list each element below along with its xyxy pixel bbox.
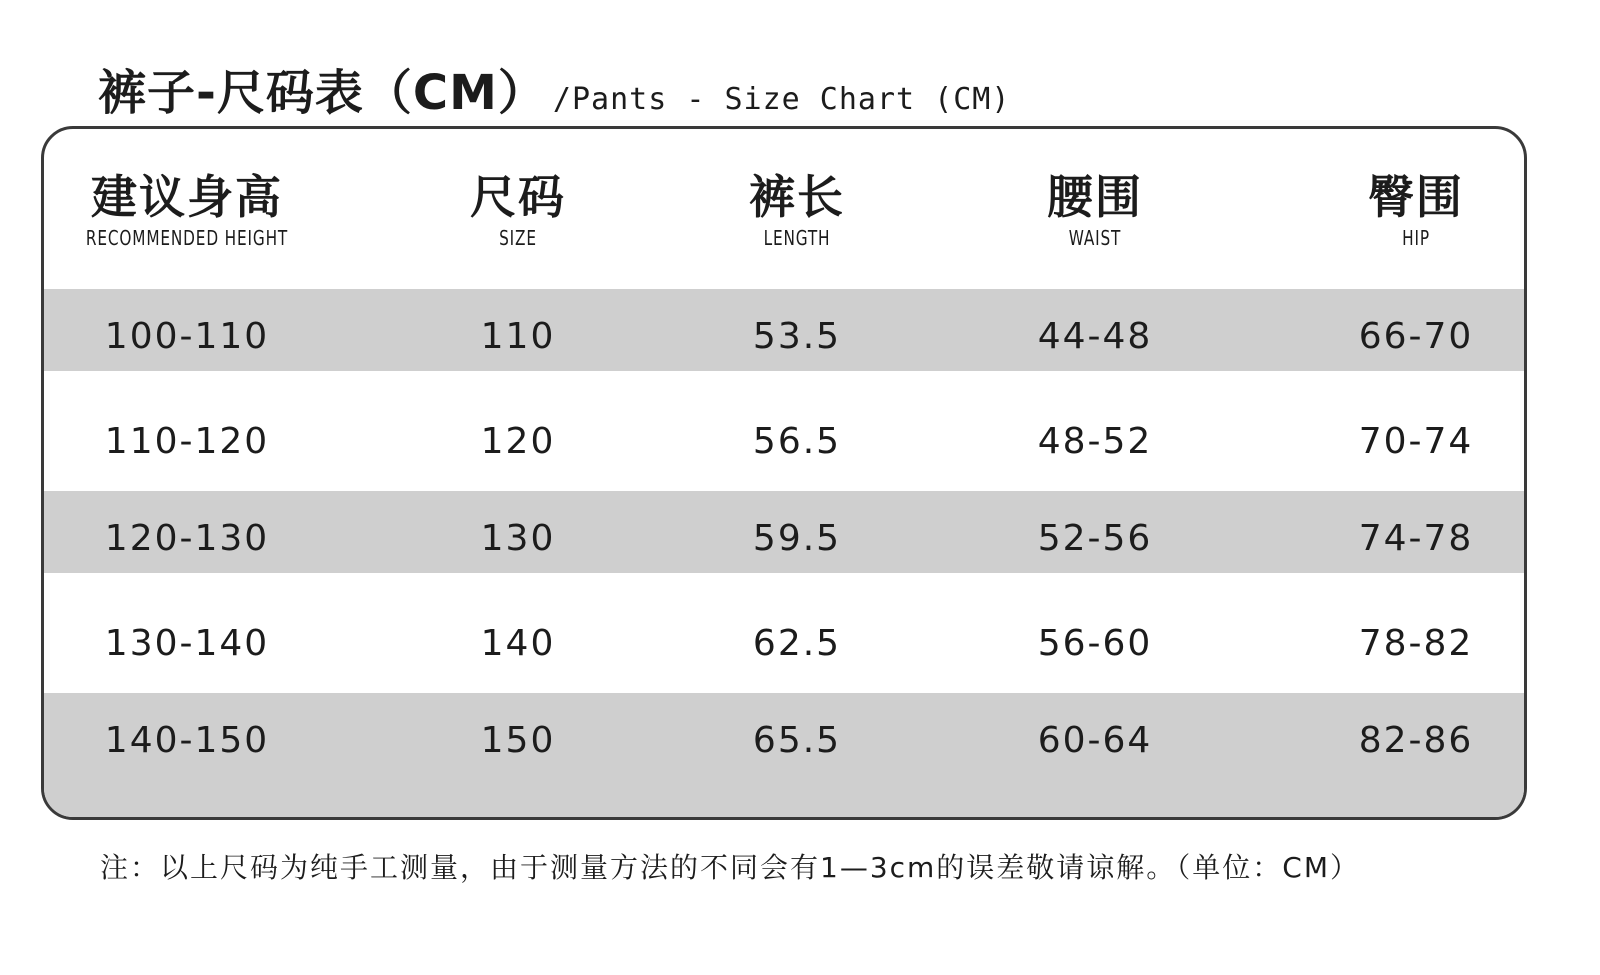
column-header-hip bbox=[1368, 169, 1464, 251]
cell-waist: 60-64 bbox=[1037, 720, 1153, 761]
table-header bbox=[44, 129, 1524, 289]
cell-length: 65.5 bbox=[752, 720, 842, 761]
column-header-waist bbox=[1047, 169, 1143, 251]
cell-length: 59.5 bbox=[752, 518, 842, 559]
cell-length: 56.5 bbox=[752, 421, 842, 462]
column-header-hip-en: HIP bbox=[1402, 226, 1430, 250]
cell-waist: 52-56 bbox=[1037, 518, 1153, 559]
table-row bbox=[44, 371, 1524, 491]
cell-size: 140 bbox=[480, 623, 556, 664]
column-header-size-en: SIZE bbox=[499, 226, 537, 250]
cell-length: 53.5 bbox=[752, 316, 842, 357]
table-row bbox=[44, 573, 1524, 693]
table-bottom-band bbox=[44, 775, 1524, 820]
cell-height: 120-130 bbox=[104, 518, 270, 559]
cell-size: 110 bbox=[480, 316, 556, 357]
size-chart-table bbox=[41, 126, 1527, 820]
title-english: /Pants - Size Chart (CM) bbox=[552, 82, 1011, 117]
title-chinese: 裤子-尺码表（CM） bbox=[98, 65, 547, 121]
column-header-length bbox=[749, 169, 845, 251]
cell-size: 150 bbox=[480, 720, 556, 761]
footnote: 注：以上尺码为纯手工测量，由于测量方法的不同会有1—3cm的误差敬请谅解。（单位：CM） bbox=[100, 851, 1361, 884]
cell-height: 140-150 bbox=[104, 720, 270, 761]
cell-height: 100-110 bbox=[104, 316, 270, 357]
cell-waist: 44-48 bbox=[1037, 316, 1153, 357]
cell-hip: 78-82 bbox=[1358, 623, 1474, 664]
page-title bbox=[98, 54, 1010, 124]
column-header-height bbox=[68, 169, 306, 251]
cell-hip: 66-70 bbox=[1358, 316, 1474, 357]
table-row bbox=[44, 491, 1524, 573]
cell-length: 62.5 bbox=[752, 623, 842, 664]
column-header-height-en: RECOMMENDED HEIGHT bbox=[85, 226, 289, 250]
cell-hip: 70-74 bbox=[1358, 421, 1474, 462]
cell-hip: 82-86 bbox=[1358, 720, 1474, 761]
cell-waist: 56-60 bbox=[1037, 623, 1153, 664]
column-header-waist-cn: 腰围 bbox=[1047, 170, 1143, 224]
cell-waist: 48-52 bbox=[1037, 421, 1153, 462]
column-header-height-cn: 建议身高 bbox=[90, 170, 283, 224]
column-header-length-cn: 裤长 bbox=[749, 170, 845, 224]
cell-height: 110-120 bbox=[104, 421, 270, 462]
column-header-waist-en: WAIST bbox=[1068, 226, 1122, 250]
table-row bbox=[44, 289, 1524, 371]
cell-size: 120 bbox=[480, 421, 556, 462]
cell-hip: 74-78 bbox=[1358, 518, 1474, 559]
table-row bbox=[44, 693, 1524, 775]
column-header-size-cn: 尺码 bbox=[470, 170, 566, 224]
column-header-hip-cn: 臀围 bbox=[1368, 170, 1464, 224]
cell-size: 130 bbox=[480, 518, 556, 559]
column-header-length-en: LENGTH bbox=[763, 226, 831, 250]
cell-height: 130-140 bbox=[104, 623, 270, 664]
column-header-size bbox=[470, 169, 566, 251]
